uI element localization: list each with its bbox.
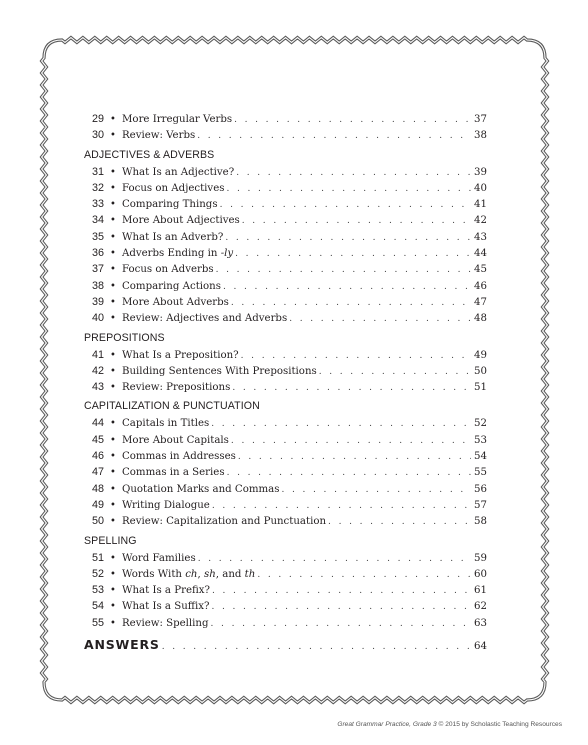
bullet-icon: •: [110, 182, 116, 194]
page-number: 62: [474, 601, 487, 613]
page-number: 49: [474, 349, 487, 361]
dot-leader: [220, 197, 471, 213]
dot-leader: [226, 181, 471, 197]
toc-entry: [84, 363, 487, 379]
lesson-number: 40: [91, 312, 104, 325]
toc-entry: [84, 229, 487, 245]
dot-leader: [231, 433, 471, 449]
toc-entry: [84, 550, 487, 566]
toc-entry: [84, 464, 487, 480]
toc-entry: [84, 164, 487, 180]
bullet-icon: •: [110, 130, 116, 142]
lesson-title: Quotation Marks and Commas: [122, 483, 280, 495]
page-number: 47: [474, 296, 487, 308]
lesson-number: 30: [91, 129, 104, 142]
page-number: 60: [474, 568, 487, 580]
lesson-number: 29: [91, 113, 104, 125]
toc-entry: [84, 127, 487, 143]
lesson-title: Focus on Adjectives: [122, 182, 225, 194]
dot-leader: [328, 514, 471, 530]
toc-entry: [84, 278, 487, 294]
lesson-title: Commas in a Series: [122, 467, 225, 479]
lesson-title: More Irregular Verbs: [122, 114, 233, 125]
bullet-icon: •: [110, 585, 116, 597]
dot-leader: [238, 449, 471, 465]
lesson-title: What Is a Preposition?: [122, 349, 239, 361]
answers-entry: [84, 635, 487, 655]
dot-leader: [241, 348, 471, 364]
toc-entry: [84, 310, 487, 326]
dot-leader: [197, 128, 471, 144]
dot-leader: [236, 165, 471, 181]
lesson-title: Word Families: [122, 552, 196, 564]
bullet-icon: •: [110, 349, 116, 361]
page-number: 53: [474, 434, 487, 446]
lesson-number: 44: [91, 417, 104, 430]
lesson-title: More About Adjectives: [122, 215, 240, 227]
dot-leader: [211, 416, 471, 432]
bullet-icon: •: [110, 199, 116, 211]
lesson-title: Comparing Things: [122, 199, 218, 211]
bullet-icon: •: [110, 365, 116, 377]
lesson-title: More About Adverbs: [122, 296, 229, 308]
lesson-number: 34: [91, 214, 104, 227]
lesson-number: 42: [91, 364, 104, 377]
lesson-number: 36: [91, 247, 104, 260]
bullet-icon: •: [110, 499, 116, 511]
bullet-icon: •: [110, 601, 116, 613]
page-number: 48: [474, 313, 487, 325]
bullet-icon: •: [110, 418, 116, 430]
lesson-number: 49: [91, 498, 104, 511]
toc-entry: [84, 513, 487, 529]
lesson-number: 52: [91, 567, 104, 580]
lesson-title: Review: Adjectives and Adverbs: [122, 313, 288, 325]
page-number: 64: [474, 641, 487, 653]
page-number: 37: [474, 114, 487, 125]
table-of-contents: [84, 111, 487, 655]
lesson-number: 32: [91, 181, 104, 194]
page-number: 55: [474, 467, 487, 479]
page-number: 61: [474, 585, 487, 597]
answers-label: ANSWERS: [84, 637, 160, 653]
toc-entry: [84, 448, 487, 464]
lesson-title: Comparing Actions: [122, 280, 221, 292]
toc-entry: [84, 598, 487, 614]
dot-leader: [211, 599, 471, 615]
page-number: 39: [474, 166, 487, 178]
page-number: 57: [474, 499, 487, 511]
lesson-number: 55: [91, 616, 104, 629]
page-number: 44: [474, 248, 487, 260]
page-number: 52: [474, 418, 487, 430]
footer-copyright: © 2015 by Scholastic Teaching Resources: [438, 721, 562, 728]
toc-entry: [84, 582, 487, 598]
page-number: 45: [474, 264, 487, 276]
toc-entry: [84, 566, 487, 582]
toc-entry: [84, 212, 487, 228]
page-number: 56: [474, 483, 487, 495]
bullet-icon: •: [110, 215, 116, 227]
lesson-number: 50: [91, 515, 104, 528]
dot-leader: [223, 279, 471, 295]
lesson-title: What Is an Adverb?: [122, 231, 224, 243]
section-heading: ADJECTIVES & ADVERBS: [84, 148, 215, 161]
page-number: 38: [474, 130, 487, 142]
lesson-number: 41: [91, 348, 104, 361]
lesson-number: 47: [91, 466, 104, 479]
bullet-icon: •: [110, 434, 116, 446]
lesson-title: Capitals in Titles: [122, 418, 210, 430]
lesson-title: Review: Capitalization and Punctuation: [122, 516, 327, 528]
bullet-icon: •: [110, 296, 116, 308]
dot-leader: [289, 311, 471, 327]
toc-entry: [84, 379, 487, 395]
bullet-icon: •: [110, 248, 116, 260]
bullet-icon: •: [110, 516, 116, 528]
toc-entry: [84, 111, 487, 127]
lesson-title: Building Sentences With Prepositions: [122, 365, 317, 377]
toc-entry: [84, 196, 487, 212]
lesson-title: What Is a Prefix?: [122, 585, 210, 597]
page-number: 50: [474, 365, 487, 377]
page-number: 40: [474, 182, 487, 194]
dot-leader: [211, 616, 471, 632]
bullet-icon: •: [110, 451, 116, 463]
dot-leader: [216, 262, 471, 278]
toc-entry: [84, 481, 487, 497]
dot-leader: [212, 583, 471, 599]
dot-leader: [212, 498, 471, 514]
lesson-number: 54: [91, 600, 104, 613]
bullet-icon: •: [110, 568, 116, 580]
bullet-icon: •: [110, 617, 116, 629]
page-footer: [337, 721, 562, 728]
bullet-icon: •: [110, 313, 116, 325]
toc-entry: [84, 180, 487, 196]
toc-entry: [84, 497, 487, 513]
dot-leader: [234, 112, 471, 128]
page-number: 46: [474, 280, 487, 292]
dot-leader: [232, 380, 471, 396]
page-number: 42: [474, 215, 487, 227]
page-number: 41: [474, 199, 487, 211]
toc-entry: [84, 415, 487, 431]
lesson-number: 31: [91, 165, 104, 178]
lesson-title: Commas in Addresses: [122, 451, 236, 463]
lesson-title: Review: Prepositions: [122, 382, 231, 394]
lesson-number: 46: [91, 450, 104, 463]
footer-book-title: Great Grammar Practice, Grade 3: [337, 721, 437, 728]
toc-entry: [84, 432, 487, 448]
page-number: 54: [474, 451, 487, 463]
lesson-number: 37: [91, 263, 104, 276]
toc-entry: [84, 261, 487, 277]
toc-entry: [84, 245, 487, 261]
lesson-number: 43: [91, 381, 104, 394]
lesson-number: 51: [91, 551, 104, 564]
section-heading: PREPOSITIONS: [84, 331, 165, 344]
bullet-icon: •: [110, 467, 116, 479]
lesson-title: What Is an Adjective?: [122, 166, 235, 178]
lesson-title: Writing Dialogue: [122, 499, 210, 511]
dot-leader: [281, 482, 471, 498]
lesson-number: 48: [91, 482, 104, 495]
dot-leader: [319, 364, 471, 380]
bullet-icon: •: [110, 280, 116, 292]
lesson-title: More About Capitals: [122, 434, 229, 446]
page-number: 43: [474, 231, 487, 243]
dot-leader: [235, 246, 471, 262]
section-heading: CAPITALIZATION & PUNCTUATION: [84, 400, 260, 413]
dot-leader: [225, 230, 471, 246]
lesson-number: 33: [91, 198, 104, 211]
bullet-icon: •: [110, 231, 116, 243]
bullet-icon: •: [110, 166, 116, 178]
lesson-title: What Is a Suffix?: [122, 601, 210, 613]
toc-entry: [84, 347, 487, 363]
lesson-number: 38: [91, 279, 104, 292]
lesson-title: Words With ch, sh, and th: [122, 568, 256, 580]
lesson-title: Focus on Adverbs: [122, 264, 214, 276]
lesson-title: Adverbs Ending in -ly: [122, 248, 234, 260]
lesson-number: 39: [91, 295, 104, 308]
lesson-number: 53: [91, 584, 104, 597]
bullet-icon: •: [110, 264, 116, 276]
section-heading: SPELLING: [84, 534, 137, 547]
dot-leader: [198, 551, 471, 567]
page-number: 59: [474, 552, 487, 564]
toc-entry: [84, 615, 487, 631]
dot-leader: [227, 465, 471, 481]
bullet-icon: •: [110, 114, 116, 125]
lesson-number: 35: [91, 230, 104, 243]
dot-leader: [231, 295, 471, 311]
dot-leader: [257, 567, 471, 583]
lesson-title: Review: Spelling: [122, 617, 209, 629]
bullet-icon: •: [110, 483, 116, 495]
lesson-number: 45: [91, 433, 104, 446]
page-number: 51: [474, 382, 487, 394]
lesson-title: Review: Verbs: [122, 130, 196, 142]
dot-leader: [162, 637, 471, 657]
toc-entry: [84, 294, 487, 310]
dot-leader: [242, 213, 471, 229]
bullet-icon: •: [110, 382, 116, 394]
page-number: 58: [474, 516, 487, 528]
bullet-icon: •: [110, 552, 116, 564]
page-number: 63: [474, 617, 487, 629]
